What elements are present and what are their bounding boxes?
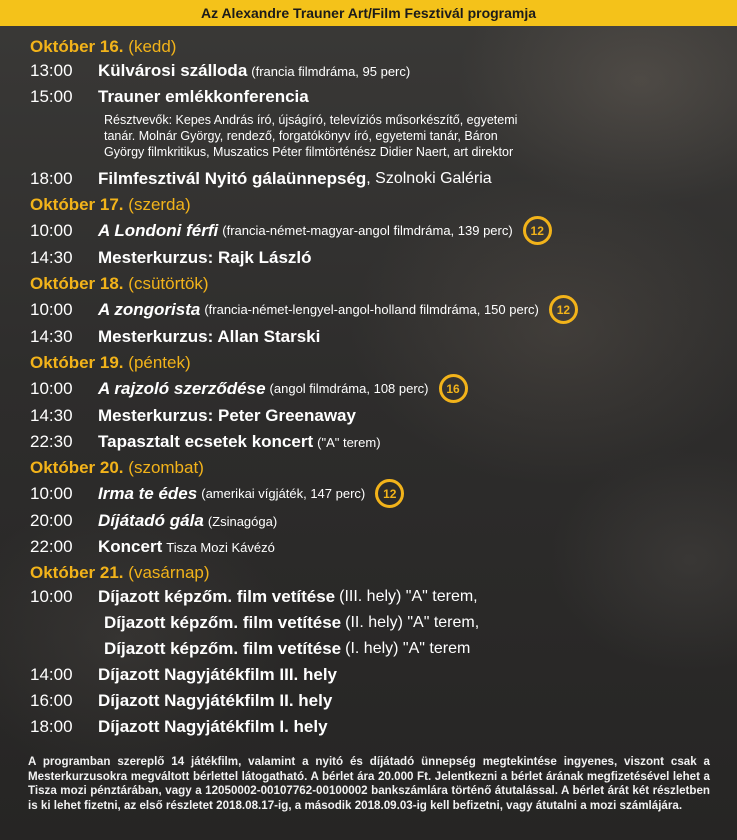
event-time: 14:00: [30, 665, 73, 684]
event-title: Díjazott Nagyjátékfilm III. hely: [98, 665, 338, 684]
day-heading: [30, 194, 737, 216]
day-weekday: (csütörtök): [128, 274, 209, 293]
event-title: Díjazott képzőm. film vetítése: [98, 587, 336, 606]
event-time: 14:30: [30, 327, 73, 346]
program-schedule: [0, 34, 737, 740]
event-title: Díjazott képzőm. film vetítése: [104, 613, 342, 632]
page-title: Az Alexandre Trauner Art/Film Fesztivál programja: [200, 5, 537, 21]
event-time: 18:00: [30, 717, 73, 736]
event-title: Koncert: [98, 537, 163, 556]
event-title: Irma te édes: [98, 483, 198, 503]
event-title: Díjazott képzőm. film vetítése: [104, 639, 342, 658]
day-weekday: (szombat): [128, 458, 204, 477]
event-row: [0, 403, 737, 429]
day-date: Október 17.: [30, 195, 124, 214]
event-row: [0, 324, 737, 350]
event-row: [0, 166, 737, 192]
age-rating-badge: 12: [375, 479, 404, 508]
event-title: Filmfesztivál Nyitó gálaünnepség: [98, 169, 367, 188]
page-header-banner: [0, 0, 737, 26]
event-title: A rajzoló szerződése: [98, 378, 266, 398]
event-note: (francia-német-magyar-angol filmdráma, 139 perc): [222, 223, 513, 238]
event-note: ("A" terem): [317, 434, 381, 450]
event-time: 10:00: [30, 220, 73, 240]
event-title: Külvárosi szálloda: [98, 61, 248, 80]
event-venue: , Szolnoki Galéria: [366, 170, 492, 187]
day-date: Október 21.: [30, 563, 124, 582]
event-time: 14:30: [30, 406, 73, 425]
event-title: Díjazott Nagyjátékfilm I. hely: [98, 717, 328, 736]
day-heading: [30, 273, 737, 295]
day-weekday: (vasárnap): [128, 563, 210, 582]
day-heading: [30, 457, 737, 479]
event-time: 10:00: [30, 587, 73, 606]
event-time: 18:00: [30, 169, 73, 188]
day-heading: [30, 36, 737, 58]
event-row: [0, 479, 737, 508]
event-title: Díjátadó gála: [98, 511, 204, 530]
event-time: 16:00: [30, 691, 73, 710]
day-weekday: (péntek): [128, 353, 191, 372]
event-description: Résztvevők: Kepes András író, újságíró, televíziós műsorkészítő, egyetemi tanár. Molnár György, rendező, forgatókönyv író, egyetemi tanár, Báron György filmkritikus, Muszatics Péter filmtörténész Didier Naert, art direktor: [104, 113, 518, 159]
event-title: A zongorista: [98, 299, 201, 319]
event-time: 22:00: [30, 537, 73, 556]
day-date: Október 19.: [30, 353, 124, 372]
event-row: [0, 584, 737, 610]
event-row: [0, 534, 737, 560]
event-note: (III. hely) "A" terem,: [339, 588, 478, 605]
event-time: 10:00: [30, 299, 73, 319]
event-row: [0, 216, 737, 245]
event-row: [0, 714, 737, 740]
age-rating-badge: 12: [549, 295, 578, 324]
age-rating-badge: 16: [439, 374, 468, 403]
event-note: (francia filmdráma, 95 perc): [251, 63, 411, 79]
event-time: 14:30: [30, 248, 73, 267]
event-row: [0, 610, 737, 636]
event-note: (angol filmdráma, 108 perc): [269, 381, 429, 396]
event-time: 20:00: [30, 511, 73, 530]
event-time: 15:00: [30, 87, 73, 106]
event-title: Tapasztalt ecsetek koncert: [98, 432, 314, 451]
day-weekday: (kedd): [128, 37, 177, 56]
event-row: [0, 58, 737, 84]
event-row: [0, 662, 737, 688]
event-row: [0, 374, 737, 403]
event-row: [0, 636, 737, 662]
event-row: [0, 245, 737, 271]
event-note: (francia-német-lengyel-angol-holland filmdráma, 150 perc): [204, 302, 539, 317]
event-row: [0, 508, 737, 534]
event-time: 22:30: [30, 432, 73, 451]
day-heading: [30, 562, 737, 584]
event-title: Mesterkurzus: Rajk László: [98, 248, 312, 267]
event-row: [0, 295, 737, 324]
event-row: [0, 429, 737, 455]
day-date: Október 18.: [30, 274, 124, 293]
event-title: Mesterkurzus: Allan Starski: [98, 327, 321, 346]
event-title: Trauner emlékkonferencia: [98, 87, 309, 106]
event-title: Díjazott Nagyjátékfilm II. hely: [98, 691, 333, 710]
event-time: 13:00: [30, 61, 73, 80]
event-note: (amerikai vígjáték, 147 perc): [201, 486, 366, 501]
day-date: Október 20.: [30, 458, 124, 477]
day-heading: [30, 352, 737, 374]
footer-info-text: A programban szereplő 14 játékfilm, valamint a nyitó és díjátadó ünnepség megtekintése ingyenes, viszont csak a Mesterkurzusokra megváltott bérlettel látogatható. A bérlet ára 20.000 Ft. Jelentkezni a bérlet árának megfizetésével lehet a Tisza mozi pénztárában, vagy a 12050002-00107762-00100002 bankszámlára történő átutalással. A bérlet árát két részletben is ki lehet fizetni, az első részletet 2018.08.17-ig, a második 2018.09.03-ig kell befizetni, vagy átutalni a mozi számlájára.: [28, 755, 710, 812]
event-note: Tisza Mozi Kávézó: [166, 539, 275, 555]
event-note: (II. hely) "A" terem,: [345, 614, 480, 631]
event-note: (I. hely) "A" terem: [345, 640, 471, 657]
event-title: Mesterkurzus: Peter Greenaway: [98, 406, 356, 425]
event-row: [0, 84, 737, 110]
event-title: A Londoni férfi: [98, 220, 219, 240]
day-date: Október 16.: [30, 37, 124, 56]
event-row: [0, 688, 737, 714]
day-weekday: (szerda): [128, 195, 191, 214]
age-rating-badge: 12: [523, 216, 552, 245]
event-time: 10:00: [30, 378, 73, 398]
event-time: 10:00: [30, 483, 73, 503]
event-note: (Zsinagóga): [207, 513, 278, 529]
